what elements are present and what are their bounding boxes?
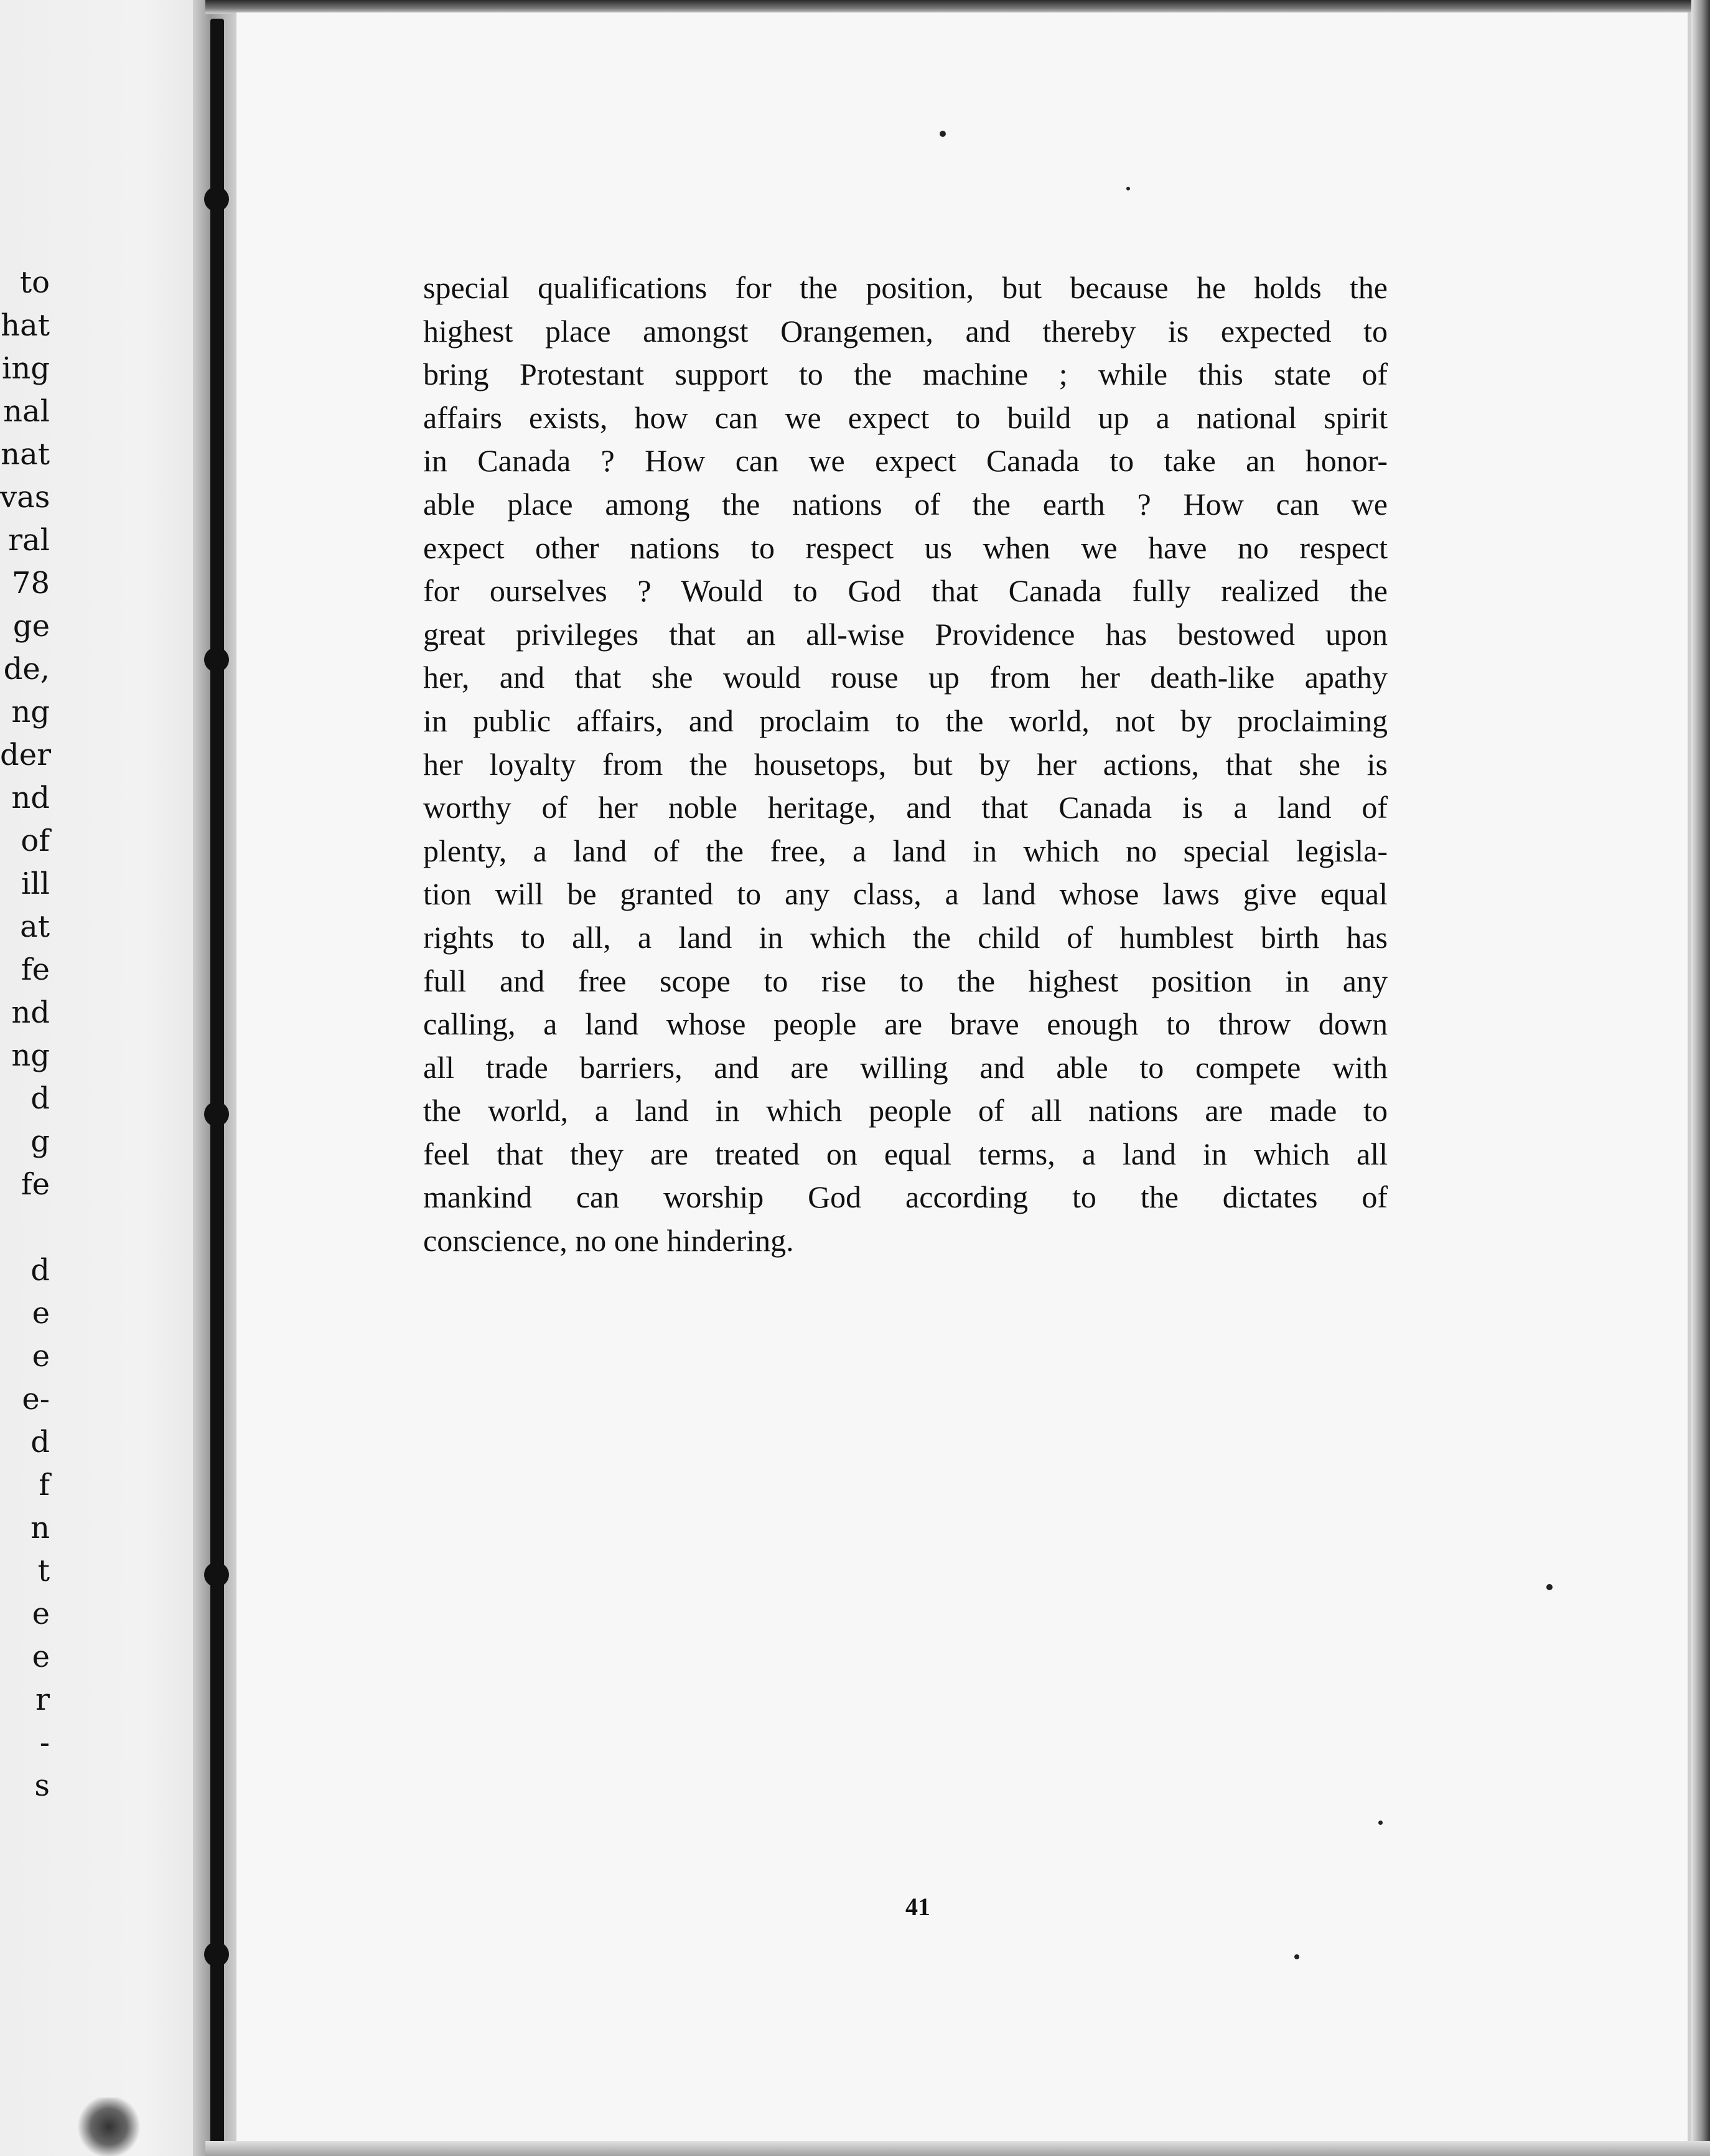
left-line: ng	[11, 1038, 50, 1073]
left-line: d	[30, 1425, 50, 1460]
text-line: rights to all, a land in which the child of humblest birth has	[423, 919, 1388, 955]
left-line: to	[19, 265, 50, 300]
binding-knot	[204, 1102, 229, 1127]
text-line: her loyalty from the housetops, but by her actions, that she is	[423, 746, 1388, 782]
left-line: ral	[8, 523, 50, 558]
text-line: affairs exists, how can we expect to build up a national spirit	[423, 400, 1388, 435]
ink-speck	[1294, 1954, 1299, 1959]
text-line: plenty, a land of the free, a land in which no special legisla-	[423, 833, 1388, 868]
text-line: in Canada ? How can we expect Canada to take an honor-	[423, 443, 1388, 479]
left-line: g	[30, 1124, 50, 1159]
text-line: full and free scope to rise to the highest position in any	[423, 963, 1388, 998]
text-line: feel that they are treated on equal terms, a land in which all	[423, 1136, 1388, 1171]
right-page-edge	[1691, 0, 1710, 2156]
text-line: in public affairs, and proclaim to the world, not by proclaiming	[423, 703, 1388, 738]
left-line: e	[32, 1296, 50, 1331]
left-line: of	[21, 823, 50, 858]
binding-knot	[204, 1562, 229, 1587]
left-line: d	[30, 1081, 50, 1116]
left-line: ge	[12, 609, 50, 644]
text-line: mankind can worship God according to the dictates of	[423, 1179, 1388, 1215]
left-line: fe	[21, 952, 50, 987]
left-facing-page	[0, 0, 205, 2156]
text-line: all trade barriers, and are willing and able to compete with	[423, 1049, 1388, 1085]
text-line: conscience, no one hindering.	[423, 1223, 794, 1258]
text-line: calling, a land whose people are brave enough to throw down	[423, 1006, 1388, 1042]
left-line: e	[32, 1339, 50, 1374]
left-line: ing	[2, 351, 50, 386]
text-line: great privileges that an all-wise Providence has bestowed upon	[423, 616, 1388, 652]
left-line: e-	[22, 1382, 50, 1417]
text-line: able place among the nations of the earth ? How can we	[423, 486, 1388, 522]
text-line: expect other nations to respect us when we have no respect	[423, 530, 1388, 565]
text-line: worthy of her noble heritage, and that Canada is a land of	[423, 790, 1388, 825]
text-line: tion will be granted to any class, a land whose laws give equal	[423, 876, 1388, 912]
left-line: fe	[21, 1167, 50, 1202]
ink-speck	[1378, 1821, 1383, 1825]
left-line: s	[34, 1768, 50, 1803]
binding-knot	[204, 647, 229, 672]
left-line: der	[0, 738, 52, 772]
binding-thread	[210, 19, 224, 2147]
left-page-line-endings	[0, 261, 50, 1807]
ink-speck	[940, 131, 946, 137]
left-line: nat	[1, 437, 50, 472]
ink-speck	[1126, 187, 1130, 190]
left-line: -	[39, 1725, 50, 1760]
left-line: nd	[11, 780, 50, 815]
left-line: ng	[11, 695, 50, 729]
left-line: t	[37, 1554, 50, 1588]
binding-knot	[204, 1942, 229, 1967]
text-line: special qualifications for the position, but because he holds the	[423, 270, 1388, 305]
left-line: hat	[1, 308, 50, 343]
left-line: e	[32, 1639, 50, 1674]
page-number: 41	[905, 1893, 930, 1921]
body-text	[423, 266, 1388, 1263]
left-line: d	[30, 1253, 50, 1288]
text-line: the world, a land in which people of all nations are made to	[423, 1093, 1388, 1128]
text-line: highest place amongst Orangemen, and thereby is expected to	[423, 313, 1388, 349]
bottom-page-edge	[205, 2141, 1710, 2156]
left-line: de,	[3, 652, 50, 687]
left-line: 78	[11, 566, 50, 601]
binding-knot	[204, 187, 229, 212]
left-line: nal	[3, 394, 50, 429]
left-line: e	[32, 1596, 50, 1631]
ink-speck	[1546, 1584, 1553, 1590]
text-line: for ourselves ? Would to God that Canada fully realized the	[423, 573, 1388, 609]
left-line: nd	[11, 995, 50, 1030]
left-line: vas	[0, 480, 50, 515]
left-line: f	[39, 1468, 50, 1502]
left-line: n	[30, 1511, 50, 1545]
left-line: r	[35, 1682, 50, 1717]
left-line: at	[20, 909, 50, 944]
left-line: ill	[21, 866, 50, 901]
scan-smudge	[75, 2097, 143, 2156]
text-line: bring Protestant support to the machine ; while this state of	[423, 357, 1388, 392]
top-page-edge	[205, 0, 1710, 14]
text-line: her, and that she would rouse up from her death-like apathy	[423, 660, 1388, 695]
